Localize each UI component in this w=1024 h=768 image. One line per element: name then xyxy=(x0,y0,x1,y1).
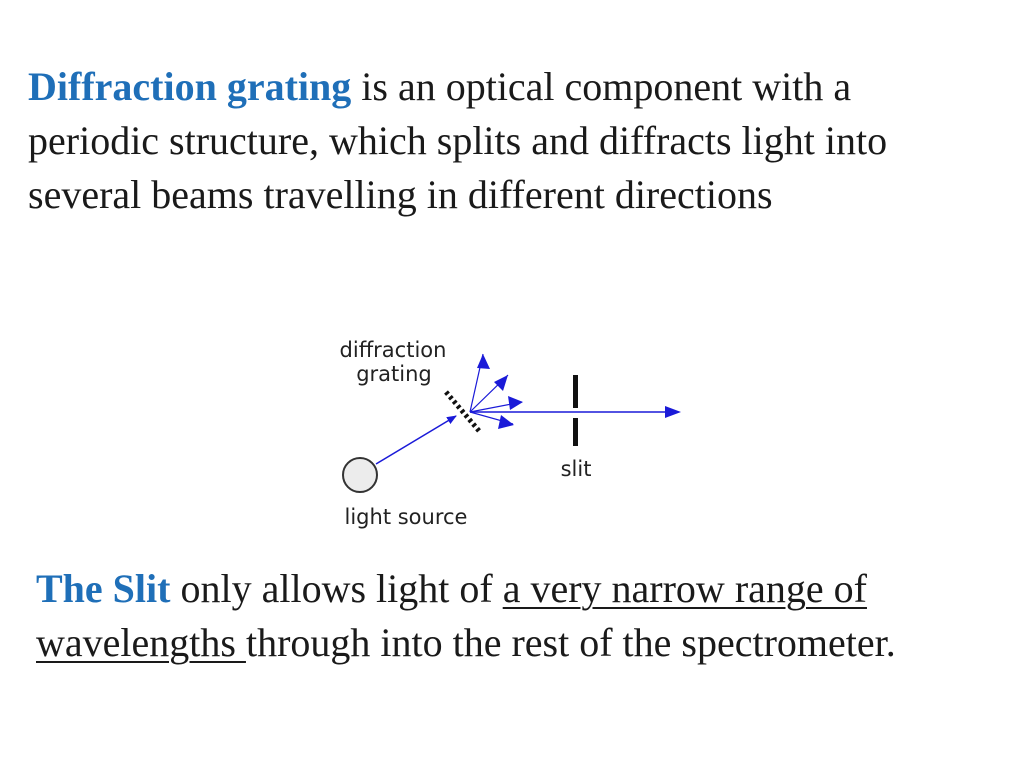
light-source-label: light source xyxy=(344,505,468,529)
incident-beam xyxy=(376,416,456,464)
slit-text-after: through into the rest of the spectrometer. xyxy=(245,620,896,665)
slit-underlined-phrase: a very narrow range of wavelengths xyxy=(36,566,867,665)
slit-label: slit xyxy=(560,457,592,481)
diffraction-grating-diagram xyxy=(330,335,700,535)
grating-label-line1: diffraction xyxy=(339,338,447,362)
slit-icon xyxy=(573,375,578,446)
light-source-icon xyxy=(343,458,377,492)
term-the-slit: The Slit xyxy=(36,566,171,611)
intro-definition: is an optical component with a periodic structure, which splits and diffracts light into several beams travelling in different directions xyxy=(28,64,888,217)
grating-label-line2: grating xyxy=(356,362,432,386)
slit-paragraph xyxy=(36,562,996,670)
slit-text-before: only allows light of xyxy=(170,566,503,611)
term-diffraction-grating: Diffraction grating xyxy=(28,64,352,109)
transmitted-beam-arrowhead xyxy=(665,406,681,418)
diffracted-beams xyxy=(470,354,523,429)
intro-paragraph xyxy=(28,60,988,222)
